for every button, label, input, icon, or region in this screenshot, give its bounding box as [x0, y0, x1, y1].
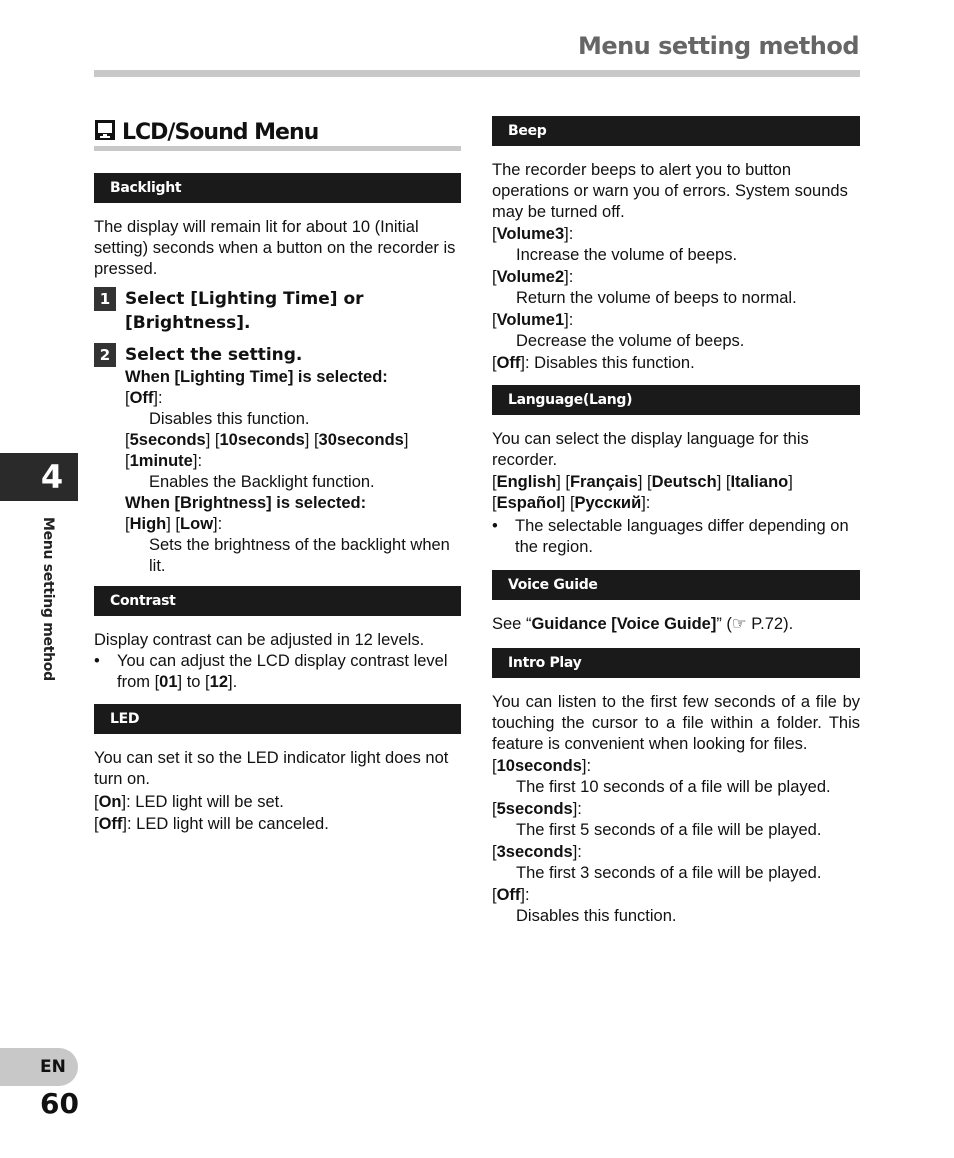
brightness-options: [High] [Low]:	[125, 515, 223, 533]
lighting-minute-option: [1minute]:	[125, 452, 203, 470]
bullet-dot: •	[94, 652, 100, 670]
contrast-bullet-text: You can adjust the LCD display contrast level from [01] to [12].	[117, 652, 448, 691]
chapter-number-tab: 4	[0, 453, 78, 501]
lighting-enable-desc: Enables the Backlight function.	[149, 473, 375, 491]
lighting-off-option: [Off]:	[125, 389, 163, 407]
intro-play-off-desc: Disables this function.	[516, 907, 677, 925]
intro-play-5s-option: [5seconds]:	[492, 800, 582, 818]
intro-play-10s-desc: The first 10 seconds of a file will be played.	[516, 778, 831, 796]
language-options-row1: [English] [Français] [Deutsch] [Italiano]	[492, 473, 793, 491]
intro-play-3s-option: [3seconds]:	[492, 843, 582, 861]
beep-off-option: [Off]: Disables this function.	[492, 354, 695, 372]
language-badge: EN	[0, 1048, 78, 1086]
beep-volume3-option: [Volume3]:	[492, 225, 574, 243]
step-2-details	[94, 367, 461, 577]
beep-intro: The recorder beeps to alert you to button operations or warn you of errors. System sounds may be turned off.	[492, 161, 848, 221]
intro-play-heading: Intro Play	[492, 648, 860, 678]
header-rule	[94, 70, 860, 77]
step-1-text: Select [Lighting Time] or [Brightness].	[125, 289, 364, 333]
voice-guide-ref: See “Guidance [Voice Guide]” (☞ P.72).	[492, 615, 794, 633]
beep-volume1-option: [Volume1]:	[492, 311, 574, 329]
language-intro: You can select the display language for this recorder.	[492, 430, 809, 469]
page-number: 60	[40, 1087, 79, 1120]
page-header-title: Menu setting method	[577, 32, 859, 60]
led-heading: LED	[94, 704, 461, 734]
step-1-number: 1	[94, 287, 116, 311]
backlight-intro: The display will remain lit for about 10 (Initial setting) seconds when a button on the recorder is pressed.	[94, 218, 456, 278]
beep-heading: Beep	[492, 116, 860, 146]
language-bullet-text: The selectable languages differ depending on the region.	[515, 517, 849, 556]
monitor-icon	[94, 119, 116, 145]
bullet-dot: •	[492, 517, 498, 535]
contrast-heading: Contrast	[94, 586, 461, 616]
beep-volume1-desc: Decrease the volume of beeps.	[516, 332, 745, 350]
led-off-option: [Off]: LED light will be canceled.	[94, 815, 329, 833]
language-options-row2: [Español] [Русский]:	[492, 494, 651, 512]
intro-play-10s-option: [10seconds]:	[492, 757, 592, 775]
step-2-text: Select the setting.	[125, 345, 303, 365]
chapter-side-label	[38, 517, 60, 692]
section-title-text: LCD/Sound Menu	[122, 119, 319, 145]
beep-volume2-desc: Return the volume of beeps to normal.	[516, 289, 797, 307]
beep-volume2-option: [Volume2]:	[492, 268, 574, 286]
intro-play-5s-desc: The first 5 seconds of a file will be played.	[516, 821, 822, 839]
step-2	[94, 343, 461, 367]
chapter-side-label-text: Menu setting method	[40, 517, 56, 681]
brightness-desc: Sets the brightness of the backlight when lit.	[149, 536, 450, 575]
contrast-bullet	[94, 651, 461, 693]
lighting-time-options: [5seconds] [10seconds] [30seconds]	[125, 431, 409, 449]
led-on-option: [On]: LED light will be set.	[94, 793, 284, 811]
beep-volume3-desc: Increase the volume of beeps.	[516, 246, 738, 264]
language-bullet	[492, 516, 860, 558]
lighting-off-desc: Disables this function.	[149, 410, 310, 428]
step-1	[94, 287, 461, 335]
right-column	[492, 116, 860, 927]
voice-guide-heading: Voice Guide	[492, 570, 860, 600]
language-heading: Language(Lang)	[492, 385, 860, 415]
step-2-number: 2	[94, 343, 116, 367]
section-rule	[94, 146, 461, 151]
when-lighting-heading: When [Lighting Time] is selected:	[125, 368, 388, 386]
backlight-heading: Backlight	[94, 173, 461, 203]
intro-play-intro: You can listen to the first few seconds of a file by touching the cursor to a file within a folder. This feature is convenient when looking for files.	[492, 693, 860, 753]
when-brightness-heading: When [Brightness] is selected:	[125, 494, 367, 512]
led-intro: You can set it so the LED indicator light does not turn on.	[94, 749, 449, 788]
intro-play-3s-desc: The first 3 seconds of a file will be played.	[516, 864, 822, 882]
left-column	[94, 118, 461, 835]
contrast-intro: Display contrast can be adjusted in 12 levels.	[94, 631, 425, 649]
intro-play-off-option: [Off]:	[492, 886, 530, 904]
section-title	[94, 118, 461, 146]
